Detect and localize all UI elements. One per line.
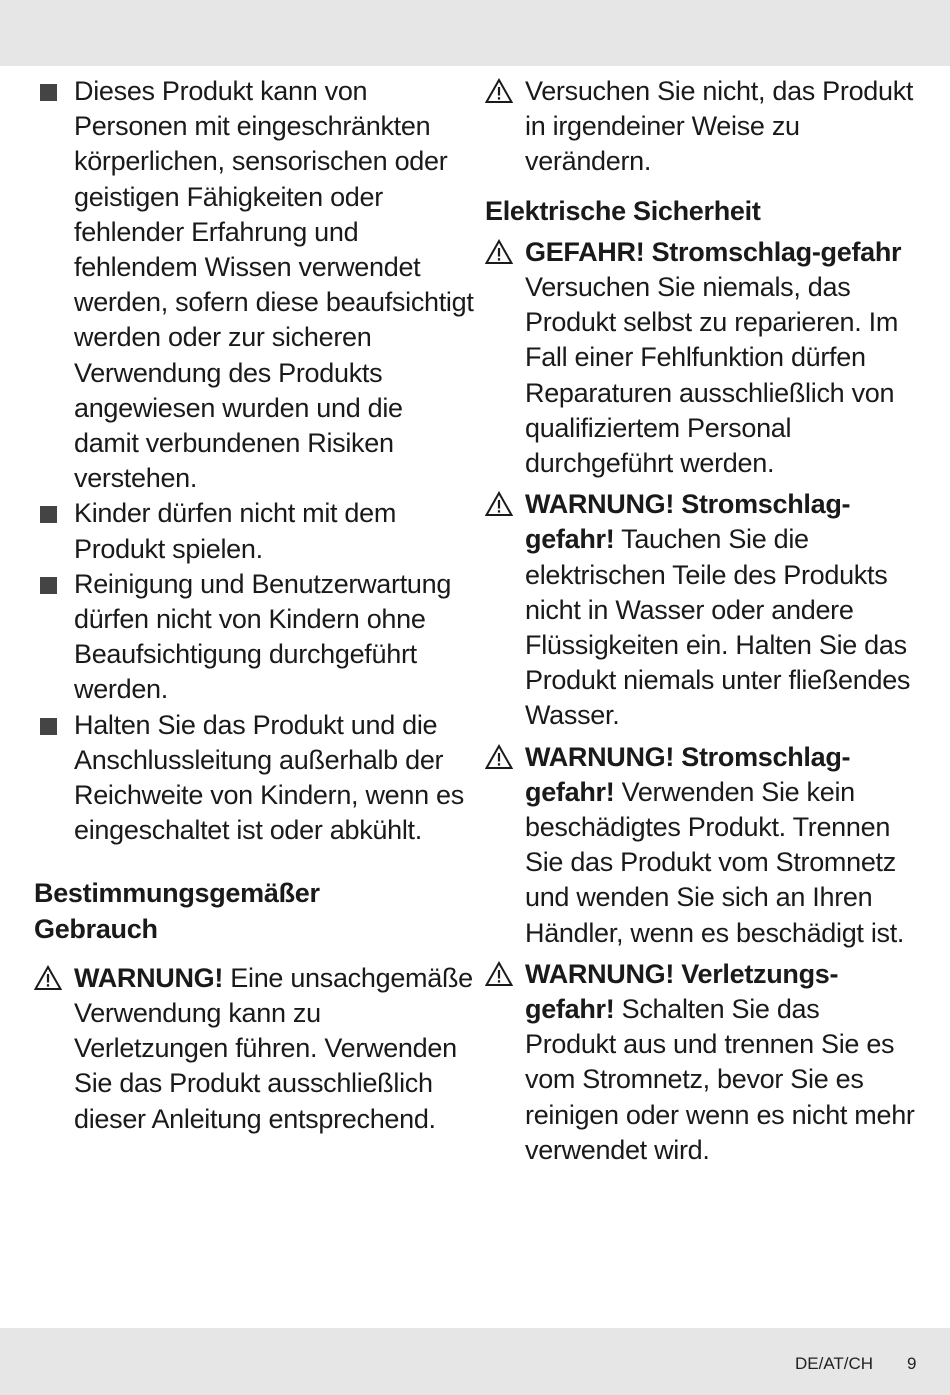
square-bullet-icon	[40, 506, 57, 523]
bullet-text: Reinigung und Benutzerwartung dürfen nicht von Kindern ohne Beaufsichtigung durchgeführt werden.	[74, 568, 452, 705]
bullet-text: Dieses Produkt kann von Personen mit eingeschränkten körperlichen, sensorischen oder geistigen Fähigkeiten oder fehlender Erfahrung und fehlendem Wissen verwendet werden, sofern diese beaufsichtigt werden oder zur sicheren Verwendung des Produkts angewiesen wurden und die damit verbundenen Risiken verstehen.	[74, 76, 474, 494]
warning-triangle-icon	[485, 491, 513, 517]
warning-text: Versuchen Sie nicht, das Produkt in irgendeiner Weise zu verändern.	[525, 76, 914, 177]
warning-triangle-icon	[485, 78, 513, 104]
warning-triangle-icon	[34, 965, 62, 991]
warning-label: WARNUNG!	[74, 962, 224, 993]
warning-item	[485, 740, 915, 951]
bullet-item	[34, 496, 474, 566]
bullet-item	[34, 567, 474, 708]
warning-item	[34, 961, 474, 1137]
square-bullet-icon	[40, 718, 57, 735]
warning-label: WARNUNG! Verletzungs-gefahr!	[525, 958, 839, 1025]
footer-region-label: DE/AT/CH	[795, 1354, 874, 1373]
section-heading-electrical-safety: Elektrische Sicherheit	[485, 195, 761, 226]
warning-label: GEFAHR! Stromschlag-gefahr	[525, 236, 902, 267]
section-heading-intended-use: Bestimmungsgemäßer Gebrauch	[34, 878, 320, 944]
warning-label: WARNUNG! Stromschlag-gefahr!	[525, 741, 851, 807]
warning-text: Verwenden Sie kein beschädigtes Produkt. Trennen Sie das Produkt vom Stromnetz und wenden Sie sich an Ihren Händler, wenn es beschädigt ist.	[525, 776, 905, 948]
warning-label: WARNUNG! Stromschlag-gefahr!	[525, 489, 851, 555]
square-bullet-icon	[40, 577, 57, 594]
warning-triangle-icon	[485, 239, 513, 265]
warning-text: Schalten Sie das Produkt aus und trennen Sie es vom Stromnetz, bevor Sie es reinigen oder wenn es nicht mehr verwendet wird.	[525, 994, 915, 1165]
warning-item	[485, 74, 915, 180]
header-band	[0, 0, 950, 66]
left-column	[34, 74, 474, 1137]
bullet-text: Halten Sie das Produkt und die Anschlussleitung außerhalb der Reichweite von Kindern, wenn es eingeschaltet ist oder abkühlt.	[74, 709, 464, 846]
warning-triangle-icon	[485, 744, 513, 770]
bullet-item	[34, 74, 474, 496]
warning-triangle-icon	[485, 961, 513, 987]
warning-text: Versuchen Sie niemals, das Produkt selbst zu reparieren. Im Fall einer Fehlfunktion dürfen Reparaturen ausschließlich von qualifiziertem Personal durchgeführt werden.	[525, 272, 899, 479]
warning-text: Tauchen Sie die elektrischen Teile des Produkts nicht in Wasser oder andere Flüssigkeiten ein. Halten Sie das Produkt niemals unter fließendes Wasser.	[525, 524, 911, 731]
square-bullet-icon	[40, 84, 57, 101]
page-number: 9	[907, 1354, 917, 1373]
right-column	[485, 74, 915, 1168]
bullet-item	[34, 708, 474, 849]
warning-item	[485, 957, 915, 1168]
warning-item	[485, 235, 915, 481]
warning-text: Eine unsachgemäße Verwendung kann zu Verletzungen führen. Verwenden Sie das Produkt ausschließlich dieser Anleitung entsprechend.	[74, 962, 473, 1134]
bullet-text: Kinder dürfen nicht mit dem Produkt spielen.	[74, 498, 397, 564]
warning-item	[485, 487, 915, 733]
